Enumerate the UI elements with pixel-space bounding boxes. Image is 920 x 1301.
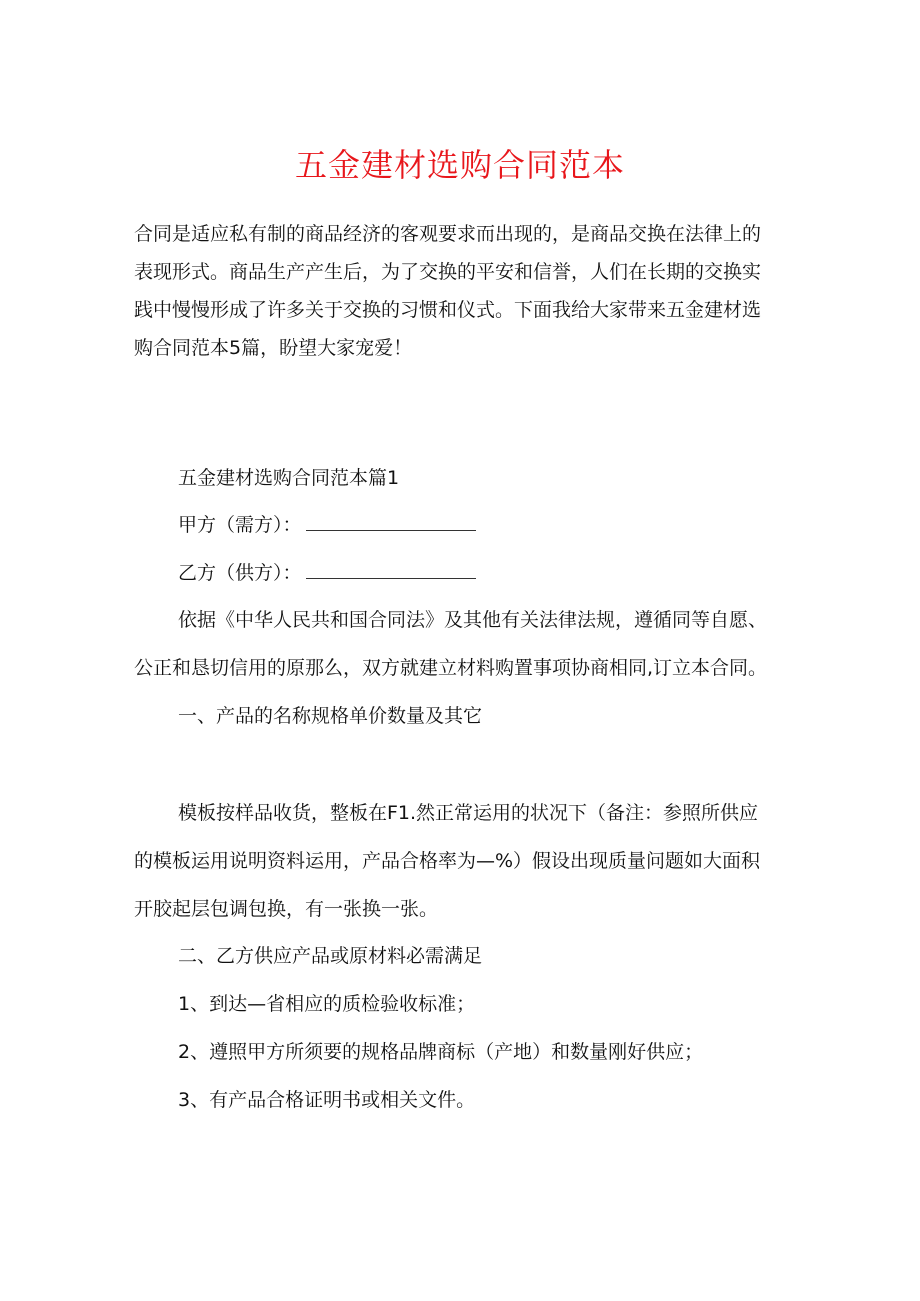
- basis-line: 公正和恳切信用的原那么，双方就建立材料购置事项协商相同,订立本合同。: [134, 657, 768, 679]
- clause2-heading: 二、乙方供应产品或原材料必需满足: [178, 945, 483, 967]
- document-title: 五金建材选购合同范本: [294, 146, 625, 184]
- intro-line: 表现形式。商品生产产生后，为了交换的平安和信誉，人们在长期的交换实: [134, 261, 762, 283]
- intro-line: 合同是适应私有制的商品经济的客观要求而出现的，是商品交换在法律上的: [134, 223, 762, 245]
- clause1-line: 的模板运用说明资料运用，产品合格率为—%）假设出现质量问题如大面积: [134, 850, 761, 872]
- party-b-label: 乙方（供方）：: [178, 562, 302, 584]
- clause1-line: 开胶起层包调包换，有一张换一张。: [134, 898, 439, 920]
- intro-line: 购合同范本5篇，盼望大家宠爱！: [134, 337, 413, 359]
- section-heading: 五金建材选购合同范本篇1: [178, 467, 400, 489]
- intro-paragraph: [134, 215, 794, 367]
- party-a-row: [178, 512, 476, 538]
- party-b-row: [178, 560, 476, 586]
- party-a-label: 甲方（需方）：: [178, 514, 302, 536]
- party-b-blank: [306, 560, 476, 579]
- basis-line: 依据《中华人民共和国合同法》及其他有关法律法规，遵循同等自愿、: [178, 609, 768, 631]
- list-item: 1、到达—省相应的质检验收标准；: [178, 993, 476, 1015]
- party-a-blank: [306, 512, 476, 531]
- clause1-line: 模板按样品收货，整板在F1.然正常运用的状况下（备注：参照所供应: [178, 802, 759, 824]
- list-item: 3、有产品合格证明书或相关文件。: [178, 1089, 476, 1111]
- list-item: 2、遵照甲方所须要的规格品牌商标（产地）和数量刚好供应；: [178, 1041, 704, 1063]
- intro-line: 践中慢慢形成了许多关于交换的习惯和仪式。下面我给大家带来五金建材选: [134, 299, 762, 321]
- clause1-heading: 一、产品的名称规格单价数量及其它: [178, 705, 483, 727]
